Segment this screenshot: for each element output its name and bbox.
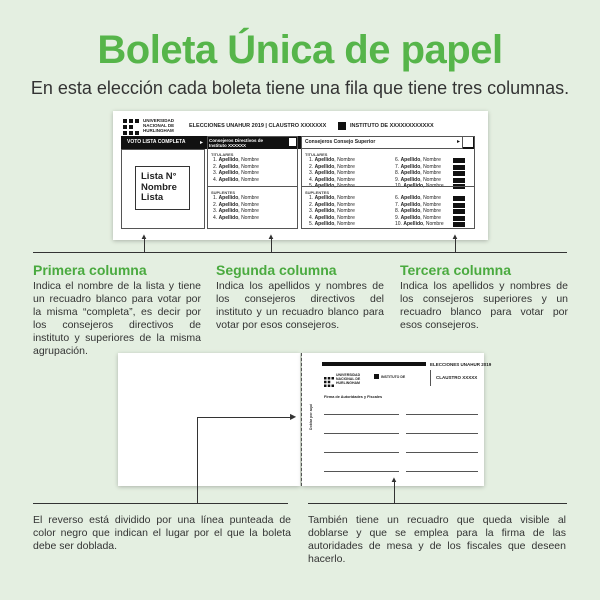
candidate-row: 9. Apellido, Nombre xyxy=(395,177,444,184)
arrow-line xyxy=(197,417,198,503)
column2-suplentes-list xyxy=(213,195,259,221)
reverse-institute-label: INSTITUTO DE xyxy=(381,375,406,379)
arrow-up-icon: ▲ xyxy=(140,232,148,241)
divider xyxy=(207,186,298,187)
signature-line xyxy=(324,433,399,434)
divider xyxy=(430,370,431,386)
ballot-reverse-left xyxy=(118,353,300,486)
page-title: Boleta Única de papel xyxy=(97,28,503,72)
column2-heading: Segunda columna xyxy=(216,262,337,278)
candidate-vote-box xyxy=(453,209,465,214)
signature-line xyxy=(324,414,399,415)
column3-heading: Tercera columna xyxy=(400,262,512,278)
candidate-row: 1. Apellido, Nombre xyxy=(309,157,355,163)
arrow-right-icon: ▸ xyxy=(200,140,204,146)
candidate-vote-box xyxy=(453,222,465,227)
university-line-3: HURLINGHAM xyxy=(336,381,360,385)
column2-header-label: Consejeros Directivos de Instituto XXXXXX xyxy=(209,138,264,148)
candidate-row: 1. Apellido, Nombre xyxy=(213,157,259,163)
reverse-header-bar xyxy=(322,362,426,366)
candidate-row: 2. Apellido, Nombre xyxy=(309,163,355,170)
candidate-row: 8. Apellido, Nombre xyxy=(395,208,444,215)
candidate-row: 6. Apellido, Nombre xyxy=(395,195,444,202)
column2-vote-box xyxy=(288,137,297,147)
candidate-row: 2. Apellido, Nombre xyxy=(213,201,259,208)
arrow-line xyxy=(394,481,395,503)
signature-line xyxy=(406,471,478,472)
column2-header xyxy=(209,138,269,148)
candidate-row: 9. Apellido, Nombre xyxy=(395,215,444,222)
university-line-1: UNIVERSIDAD xyxy=(336,373,361,377)
reverse-left-description: El reverso está dividido por una línea punteada de color negro que indican el lugar por el que la boleta debe ser doblada. xyxy=(33,514,291,552)
signature-line xyxy=(324,452,399,453)
fold-label-wrap xyxy=(306,399,316,441)
candidate-row: 3. Apellido, Nombre xyxy=(309,170,355,176)
institute-label: INSTITUTO DE XXXXXXXXXXXX xyxy=(350,123,434,129)
signature-line xyxy=(406,452,478,453)
list-name-label: Lista N° Nombre Lista xyxy=(141,171,177,203)
university-line-2: NACIONAL DE xyxy=(336,377,361,381)
titulares-label: TITULARES xyxy=(211,152,234,157)
divider xyxy=(301,186,475,187)
candidate-row: 3. Apellido, Nombre xyxy=(309,208,355,214)
candidate-row: 4. Apellido, Nombre xyxy=(309,176,355,183)
reverse-election-label: ELECCIONES UNAHUR 2019 xyxy=(430,362,492,367)
ballot-reverse-right xyxy=(302,353,492,486)
candidate-vote-box xyxy=(453,158,465,163)
candidate-vote-box xyxy=(453,216,465,221)
candidate-row: 3. Apellido, Nombre xyxy=(213,208,259,214)
column3-titulares-list-a xyxy=(309,157,355,190)
candidate-vote-box xyxy=(453,203,465,208)
unahur-logo-icon xyxy=(123,119,139,135)
column2-titulares-list xyxy=(213,157,259,183)
university-line-2: NACIONAL DE xyxy=(143,123,175,128)
column3-titulares-list-b xyxy=(395,157,444,190)
square-icon xyxy=(338,122,346,130)
candidate-row: 6. Apellido, Nombre xyxy=(395,157,444,164)
candidate-row: 4. Apellido, Nombre xyxy=(309,214,355,221)
candidate-row: 1. Apellido, Nombre xyxy=(309,195,355,201)
signature-line xyxy=(406,433,478,434)
reverse-right-description: También tiene un recuadro que queda visible al doblarse y que se emplea para la firma de las autoridades de mesa y de los fiscales que deseen hacerlo. xyxy=(308,514,566,565)
candidate-row: 4. Apellido, Nombre xyxy=(213,176,259,183)
column3-header-label: Consejeros Consejo Superior xyxy=(305,139,376,145)
divider-line xyxy=(33,503,288,504)
candidate-row: 8. Apellido, Nombre xyxy=(395,170,444,177)
suplentes-label: SUPLENTES xyxy=(305,190,330,195)
candidate-vote-box xyxy=(453,171,465,176)
candidate-vote-box xyxy=(453,178,465,183)
arrow-right-icon: ▶ xyxy=(290,412,297,421)
university-line-1: UNIVERSIDAD xyxy=(143,118,175,123)
candidate-row: 2. Apellido, Nombre xyxy=(213,163,259,170)
fold-label: Doblar por aquí xyxy=(309,404,313,430)
column2-description: Indica los apellidos y nombres de los consejeros directivos del instituto y un recuadro blanco para votar por esos consejeros. xyxy=(216,280,384,331)
column3-suplentes-list-a xyxy=(309,195,355,228)
page-subtitle: En esta elección cada boleta tiene una fila que tiene tres columnas. xyxy=(30,78,570,98)
vote-full-label: VOTO LISTA COMPLETA xyxy=(127,139,186,145)
candidate-row: 7. Apellido, Nombre xyxy=(395,202,444,209)
arrow-up-icon: ▲ xyxy=(451,232,459,241)
suplentes-label: SUPLENTES xyxy=(211,190,236,195)
column1-heading: Primera columna xyxy=(33,262,147,278)
column3-description: Indica los apellidos y nombres de los consejeros superiores y un recuadro blanco para votar por esos consejeros. xyxy=(400,280,568,331)
divider-line xyxy=(308,503,567,504)
arrow-up-icon: ▲ xyxy=(267,232,275,241)
election-label: ELECCIONES UNAHUR 2019 | CLAUSTRO XXXXXXX xyxy=(189,123,327,129)
divider-line xyxy=(33,252,567,253)
candidate-row: 2. Apellido, Nombre xyxy=(309,201,355,208)
candidate-row: 7. Apellido, Nombre xyxy=(395,164,444,171)
arrow-up-icon: ▲ xyxy=(390,475,398,484)
candidate-row: 3. Apellido, Nombre xyxy=(213,170,259,176)
ballot-front xyxy=(113,111,488,240)
arrow-line xyxy=(197,417,291,418)
signatures-label: Firma de Autoridades y Fiscales xyxy=(324,395,383,399)
arrow-right-icon: ▸ xyxy=(457,139,461,145)
fold-dotted-line xyxy=(301,353,302,486)
candidate-vote-box xyxy=(453,196,465,201)
unahur-logo-icon xyxy=(324,374,334,384)
candidate-row: 1. Apellido, Nombre xyxy=(213,195,259,201)
candidate-vote-box xyxy=(453,165,465,170)
reverse-university-name xyxy=(336,373,360,385)
candidate-row: 5. Apellido, Nombre xyxy=(309,221,355,227)
signature-line xyxy=(406,414,478,415)
university-line-3: HURLINGHAM xyxy=(143,128,174,133)
square-icon xyxy=(374,374,379,379)
column1-description: Indica el nombre de la lista y tiene un recuadro blanco para votar por la misma “completa”, es decir por los consejeros directivos de instituto y superiores de la misma agrupación. xyxy=(33,280,201,357)
titulares-label: TITULARES xyxy=(305,152,328,157)
list-vote-box xyxy=(135,166,190,210)
candidate-row: 4. Apellido, Nombre xyxy=(213,214,259,221)
reverse-claustro-label: CLAUSTRO XXXXX xyxy=(436,375,478,380)
signature-line xyxy=(324,471,399,472)
university-name xyxy=(143,118,174,133)
candidate-row: 10. Apellido, Nombre xyxy=(395,221,444,228)
column3-suplentes-list-b xyxy=(395,195,444,228)
